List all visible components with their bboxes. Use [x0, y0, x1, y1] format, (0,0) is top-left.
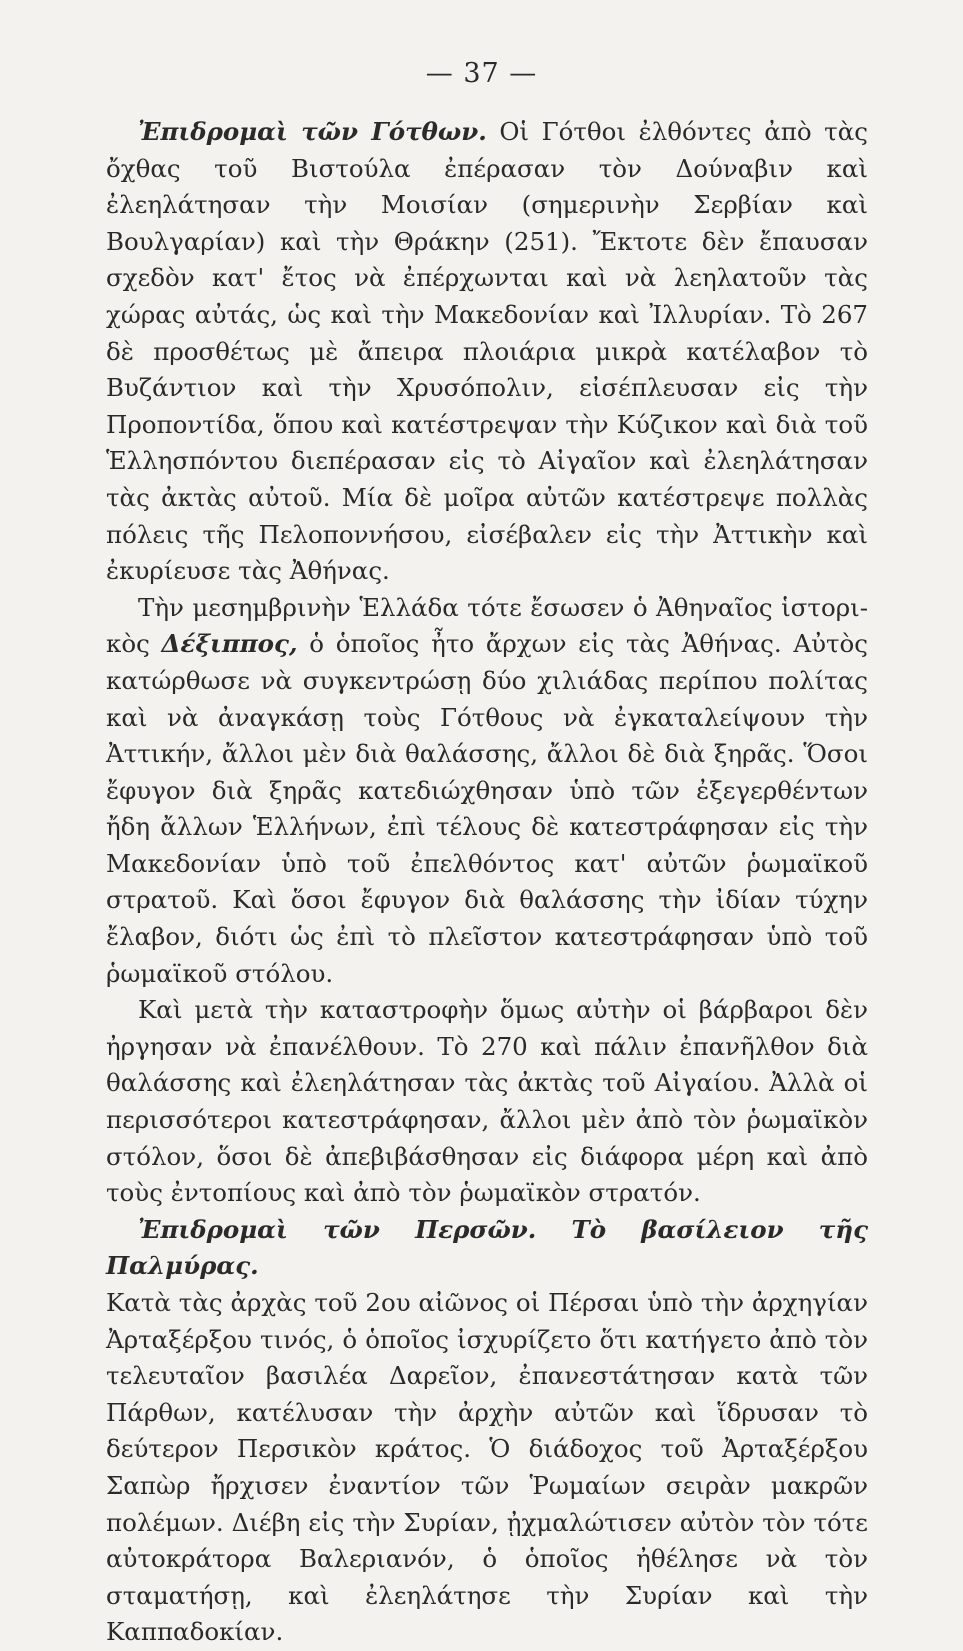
- name-dexippus: Δέξιππος,: [161, 629, 298, 659]
- paragraph-dexippus-rest: ὁ ὁποῖος ἦτο ἄρχων εἰς τὰς Ἀθήνας. Αὐτὸς κατώρθωσε νὰ συγκεντρώσῃ δύο χιλιάδας περίπου πολίτας καὶ νὰ ἀναγκάσῃ τοὺς Γότθους νὰ ἐγκαταλείψουν τὴν Ἀττικήν, ἄλλοι μὲν διὰ θαλάσσης, ἄλλοι δὲ διὰ ξηρᾶς. Ὅσοι ἔφυγον διὰ ξηρᾶς κατεδιώχθησαν ὑπὸ τῶν ἐξεγερθέντων ἤδη ἄλλων Ἑλλήνων, ἐπὶ τέλους δὲ κατεστράφησαν εἰς τὴν Μακεδονίαν ὑπὸ τοῦ ἐπελθόντος κατ' αὐτῶν ῥωμαϊκοῦ στρατοῦ. Καὶ ὅσοι ἔφυγον διὰ θαλάσσης τὴν ἰδίαν τύχην ἔλαβον, διότι ὡς ἐπὶ τὸ πλεῖστον κατεστράφησαν ὑπὸ τοῦ ῥωμαϊκοῦ στόλου.: [106, 629, 868, 988]
- paragraph-persian-raids: [106, 1212, 868, 1651]
- paragraph-goths-body: Οἱ Γότθοι ἐλθόντες ἀπὸ τὰς ὄχθας τοῦ Βιστούλα ἐπέρασαν τὸν Δούναβιν καὶ ἐλεηλάτησαν τὴν Μοισίαν (σημερινὴν Σερβίαν καὶ Βουλγαρίαν) καὶ τὴν Θράκην (251). Ἔκτοτε δὲν ἔπαυσαν σχεδὸν κατ' ἔτος νὰ ἐπέρχωνται καὶ νὰ λεηλατοῦν τὰς χώρας αὐτάς, ὡς καὶ τὴν Μακεδονίαν καὶ Ἰλλυρίαν. Τὸ 267 δὲ προσθέτως μὲ ἄπειρα πλοιάρια μικρὰ κατέλαβον τὸ Βυζάντιον καὶ τὴν Χρυσόπολιν, εἰσέπλευσαν εἰς τὴν Προποντίδα, ὅπου καὶ κατέστρεψαν τὴν Κύζικον καὶ διὰ τοῦ Ἑλλησπόντου διεπέρασαν εἰς τὸ Αἰγαῖον καὶ ἐλεηλάτησαν τὰς ἀκτὰς αὐτοῦ. Μία δὲ μοῖρα αὐτῶν κατέστρεψε πολλὰς πόλεις τῆς Πελοποννήσου, εἰσέβαλεν εἰς τὴν Ἀττικὴν καὶ ἐκυρίευσε τὰς Ἀθήνας.: [106, 117, 868, 586]
- section-heading-goths: Ἐπιδρομαὶ τῶν Γότθων.: [138, 117, 487, 146]
- page-text: [106, 114, 868, 1651]
- paragraph-return-270: Καὶ μετὰ τὴν καταστροφὴν ὅμως αὐτὴν οἱ βάρβαροι δὲν ἠργησαν νὰ ἐπανέλθουν. Τὸ 270 καὶ πάλιν ἐπανῆλθον διὰ θαλάσσης καὶ ἐλεηλάτησαν τὰς ἀκτὰς τοῦ Αἰγαίου. Ἀλλὰ οἱ περισσότεροι κατεστράφησαν, ἄλλοι μὲν ἀπὸ τὸν ῥωμαϊκὸν στόλον, ὅσοι δὲ ἀπεβιβάσθησαν εἰς διάφορα μέρη καὶ ἀπὸ τοὺς ἐντοπίους καὶ ἀπὸ τὸν ῥωμαϊκὸν στρατόν.: [106, 995, 868, 1208]
- paragraph-dexippus: [106, 590, 868, 993]
- paragraph-persians-body: Κατὰ τὰς ἀρχὰς τοῦ 2ου αἰῶνος οἱ Πέρσαι ὑπὸ τὴν ἀρχηγίαν Ἀρταξέρξου τινός, ὁ ὁποῖος ἰσχυρίζετο ὅτι κατήγετο ἀπὸ τὸν τελευταῖον βασιλέα Δαρεῖον, ἐπανεστάτησαν κατὰ τῶν Πάρθων, κατέλυσαν τὴν ἀρχὴν αὐτῶν καὶ ἵδρυσαν τὸ δεύτερον Περσικὸν κράτος. Ὁ διάδοχος τοῦ Ἀρταξέρξου Σαπὼρ ἤρχισεν ἐναντίον τῶν Ῥωμαίων σειρὰν μακρῶν πολέμων. Διέβη εἰς τὴν Συρίαν, ᾐχμαλώτισεν αὐτὸν τὸν τότε αὐτοκράτορα Βαλεριανόν, ὁ ὁποῖος ἠθέλησε νὰ τὸν σταματήσῃ, καὶ ἐλεηλάτησε τὴν Συρίαν καὶ τὴν Καππαδοκίαν.: [106, 1288, 868, 1647]
- section-heading-persians: Ἐπιδρομαὶ τῶν Περσῶν. Τὸ βασίλειον τῆς Παλμύρας.: [106, 1214, 868, 1281]
- page-number: — 37 —: [425, 58, 538, 89]
- paragraph-dexippus-start: Τὴν μεσημβρινὴν Ἑλλάδα τότε ἔσωσεν ὁ Ἀθηναῖος ἱστορικὸς: [106, 592, 868, 659]
- paragraph-goths-raids: [106, 114, 868, 590]
